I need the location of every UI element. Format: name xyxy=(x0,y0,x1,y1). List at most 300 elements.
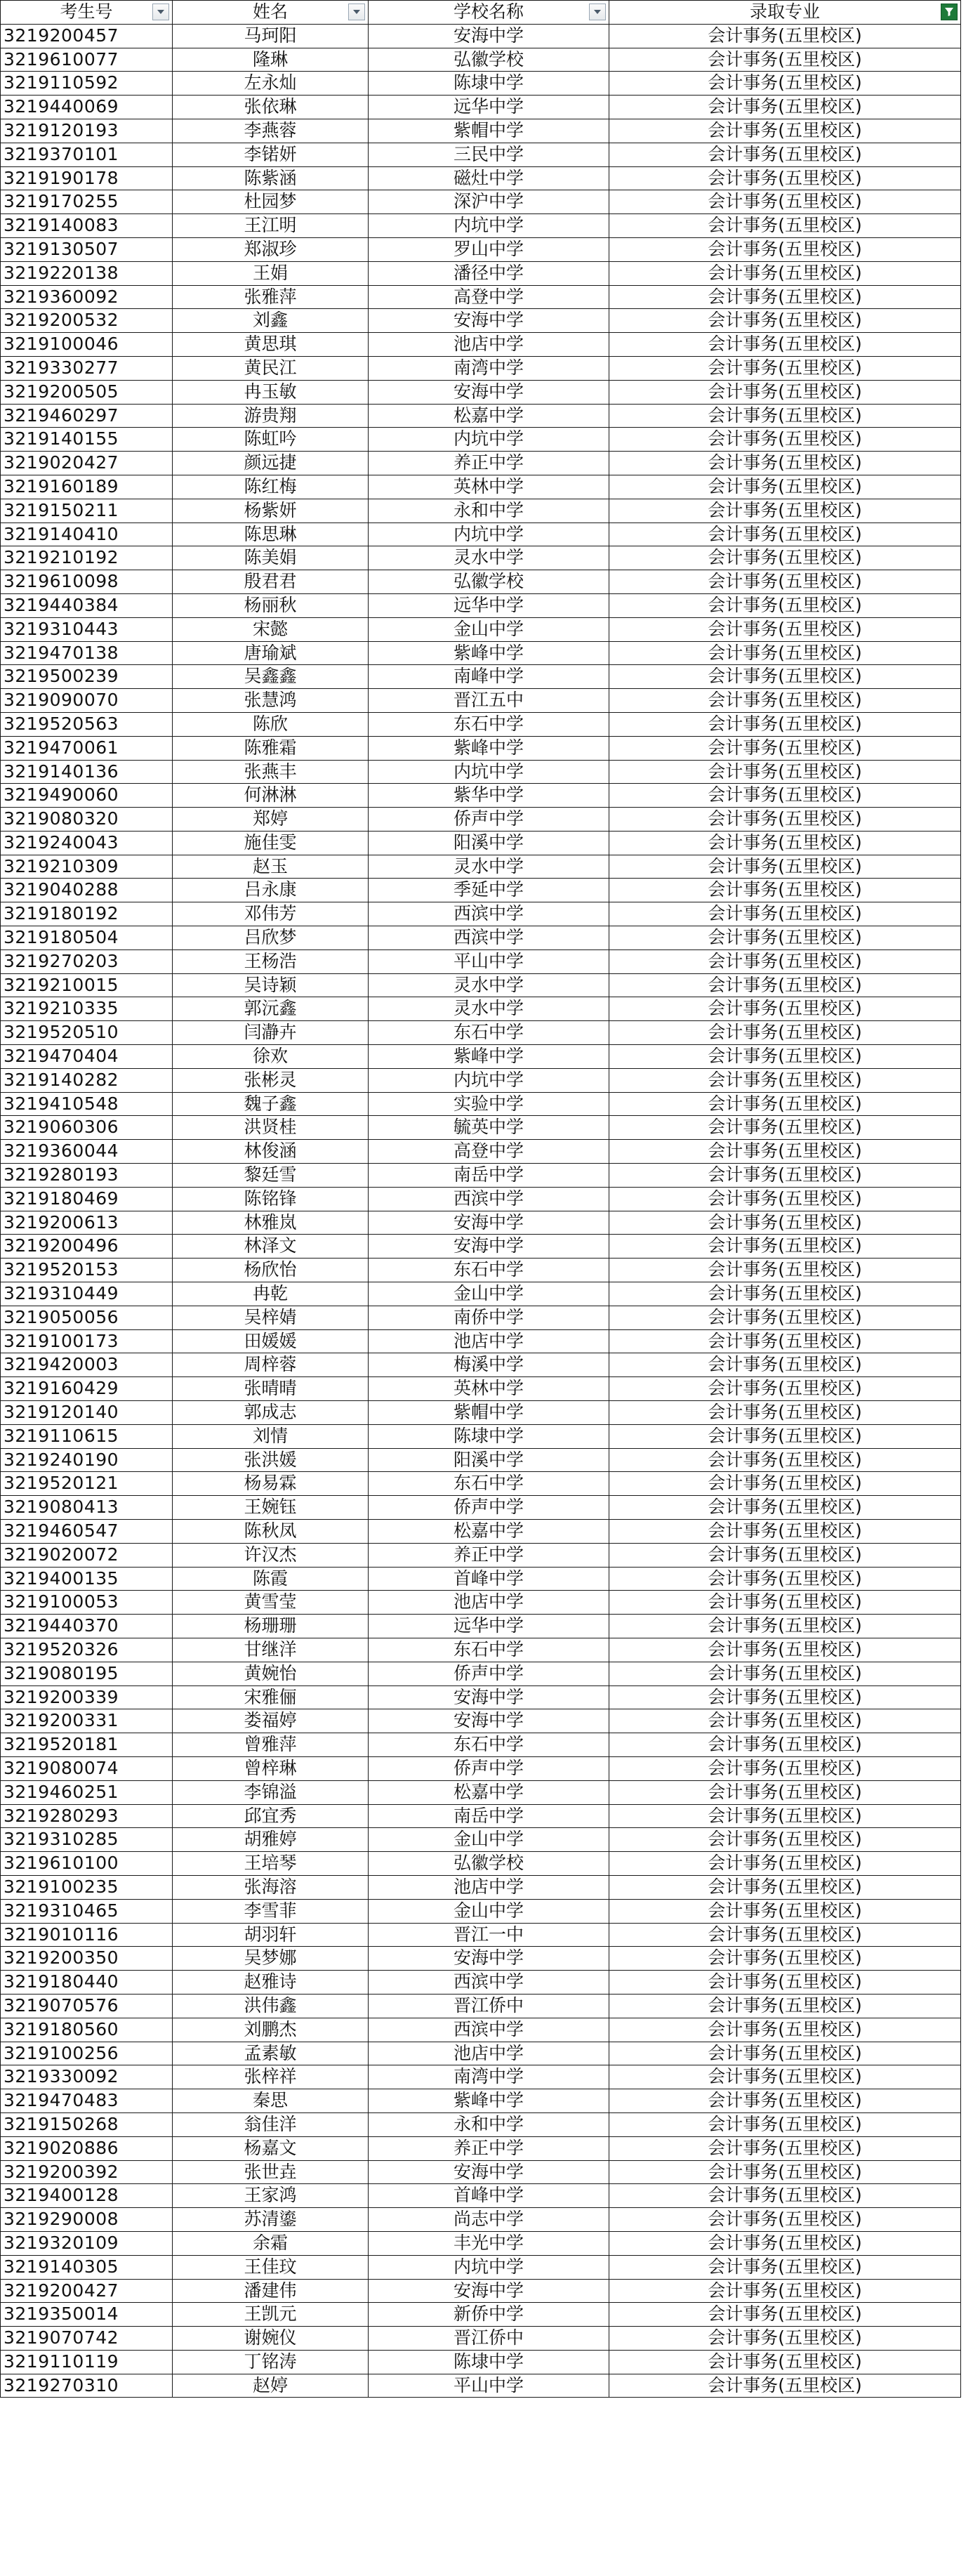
name-cell: 张世垚 xyxy=(173,2160,369,2184)
name-cell: 黄民江 xyxy=(173,356,369,380)
name-cell: 张彬灵 xyxy=(173,1068,369,1092)
name-cell: 黄思琪 xyxy=(173,333,369,357)
name-cell: 秦思 xyxy=(173,2089,369,2113)
table-body xyxy=(1,24,961,2398)
school-cell: 松嘉中学 xyxy=(369,404,609,428)
table-row xyxy=(1,190,961,214)
name-cell: 曾雅萍 xyxy=(173,1733,369,1757)
school-cell: 晋江一中 xyxy=(369,1923,609,1947)
student-id-cell: 3219520563 xyxy=(1,712,173,736)
school-cell: 梅溪中学 xyxy=(369,1353,609,1377)
header-student-id xyxy=(1,1,173,25)
student-id-cell: 3219370101 xyxy=(1,143,173,166)
table-row xyxy=(1,166,961,190)
name-cell: 张雅萍 xyxy=(173,285,369,309)
table-row xyxy=(1,1496,961,1520)
student-id-cell: 3219490060 xyxy=(1,784,173,808)
table-row xyxy=(1,712,961,736)
name-cell: 施佳雯 xyxy=(173,831,369,855)
school-cell: 远华中学 xyxy=(369,96,609,119)
school-cell: 西滨中学 xyxy=(369,1971,609,1995)
name-cell: 苏清鎏 xyxy=(173,2208,369,2232)
major-cell: 会计事务(五里校区) xyxy=(609,1211,961,1235)
major-cell: 会计事务(五里校区) xyxy=(609,309,961,333)
name-cell: 王婉钰 xyxy=(173,1496,369,1520)
major-cell: 会计事务(五里校区) xyxy=(609,760,961,784)
student-id-cell: 3219350014 xyxy=(1,2303,173,2327)
name-cell: 陈红梅 xyxy=(173,475,369,499)
major-cell: 会计事务(五里校区) xyxy=(609,1282,961,1306)
name-cell: 胡雅婷 xyxy=(173,1828,369,1852)
school-cell: 高登中学 xyxy=(369,1140,609,1164)
name-cell: 刘情 xyxy=(173,1424,369,1448)
student-id-cell: 3219500239 xyxy=(1,665,173,689)
table-row xyxy=(1,926,961,950)
major-cell: 会计事务(五里校区) xyxy=(609,523,961,546)
name-cell: 郑淑珍 xyxy=(173,237,369,261)
table-row xyxy=(1,2374,961,2398)
table-row xyxy=(1,2089,961,2113)
major-cell: 会计事务(五里校区) xyxy=(609,1520,961,1544)
school-cell: 松嘉中学 xyxy=(369,1780,609,1804)
major-cell: 会计事务(五里校区) xyxy=(609,2208,961,2232)
major-cell: 会计事务(五里校区) xyxy=(609,1923,961,1947)
school-cell: 松嘉中学 xyxy=(369,1520,609,1544)
table-row xyxy=(1,1591,961,1615)
student-id-cell: 3219200532 xyxy=(1,309,173,333)
major-cell: 会计事务(五里校区) xyxy=(609,2374,961,2398)
school-cell: 金山中学 xyxy=(369,617,609,641)
table-row xyxy=(1,1282,961,1306)
student-id-cell: 3219310443 xyxy=(1,617,173,641)
name-cell: 陈秋凤 xyxy=(173,1520,369,1544)
student-id-cell: 3219160429 xyxy=(1,1377,173,1401)
name-cell: 张晴晴 xyxy=(173,1377,369,1401)
major-cell: 会计事务(五里校区) xyxy=(609,96,961,119)
school-cell: 东石中学 xyxy=(369,1021,609,1045)
table-row xyxy=(1,973,961,997)
major-cell: 会计事务(五里校区) xyxy=(609,356,961,380)
name-cell: 刘鹏杰 xyxy=(173,2018,369,2042)
student-id-cell: 3219040288 xyxy=(1,879,173,902)
school-cell: 远华中学 xyxy=(369,593,609,617)
name-cell: 杨紫妍 xyxy=(173,499,369,523)
dropdown-arrow-icon[interactable] xyxy=(348,4,365,20)
school-cell: 阳溪中学 xyxy=(369,1448,609,1472)
name-cell: 杜园梦 xyxy=(173,190,369,214)
major-cell: 会计事务(五里校区) xyxy=(609,24,961,48)
table-row xyxy=(1,736,961,760)
major-cell: 会计事务(五里校区) xyxy=(609,808,961,832)
major-cell: 会计事务(五里校区) xyxy=(609,499,961,523)
school-cell: 潘径中学 xyxy=(369,261,609,285)
school-cell: 紫峰中学 xyxy=(369,641,609,665)
student-id-cell: 3219610077 xyxy=(1,48,173,72)
table-row xyxy=(1,2350,961,2374)
school-cell: 侨声中学 xyxy=(369,808,609,832)
school-cell: 东石中学 xyxy=(369,1733,609,1757)
major-cell: 会计事务(五里校区) xyxy=(609,1496,961,1520)
table-row xyxy=(1,261,961,285)
student-id-cell: 3219520181 xyxy=(1,1733,173,1757)
student-id-cell: 3219520510 xyxy=(1,1021,173,1045)
school-cell: 金山中学 xyxy=(369,1899,609,1923)
major-cell: 会计事务(五里校区) xyxy=(609,879,961,902)
header-label: 姓名 xyxy=(252,1,288,22)
student-id-cell: 3219090070 xyxy=(1,689,173,713)
school-cell: 侨声中学 xyxy=(369,1756,609,1780)
major-cell: 会计事务(五里校区) xyxy=(609,1543,961,1567)
school-cell: 西滨中学 xyxy=(369,926,609,950)
school-cell: 远华中学 xyxy=(369,1615,609,1638)
table-row xyxy=(1,1377,961,1401)
student-id-cell: 3219080074 xyxy=(1,1756,173,1780)
name-cell: 郭成志 xyxy=(173,1401,369,1425)
school-cell: 弘徽学校 xyxy=(369,48,609,72)
major-cell: 会计事务(五里校区) xyxy=(609,973,961,997)
name-cell: 王凯元 xyxy=(173,2303,369,2327)
school-cell: 新侨中学 xyxy=(369,2303,609,2327)
name-cell: 何淋淋 xyxy=(173,784,369,808)
student-id-cell: 3219140282 xyxy=(1,1068,173,1092)
major-cell: 会计事务(五里校区) xyxy=(609,997,961,1021)
name-cell: 谢婉仪 xyxy=(173,2327,369,2351)
table-header xyxy=(1,1,961,25)
name-cell: 陈紫涵 xyxy=(173,166,369,190)
header-name xyxy=(173,1,369,25)
major-cell: 会计事务(五里校区) xyxy=(609,1875,961,1899)
table-row xyxy=(1,665,961,689)
name-cell: 杨欣怡 xyxy=(173,1259,369,1282)
table-row xyxy=(1,2042,961,2065)
table-row xyxy=(1,2184,961,2208)
school-cell: 平山中学 xyxy=(369,2374,609,2398)
table-row xyxy=(1,2136,961,2160)
student-id-cell: 3219140410 xyxy=(1,523,173,546)
major-cell: 会计事务(五里校区) xyxy=(609,1045,961,1069)
school-cell: 安海中学 xyxy=(369,1947,609,1971)
student-id-cell: 3219470483 xyxy=(1,2089,173,2113)
student-id-cell: 3219210335 xyxy=(1,997,173,1021)
name-cell: 陈铭锋 xyxy=(173,1187,369,1211)
table-row xyxy=(1,1971,961,1995)
name-cell: 王家鸿 xyxy=(173,2184,369,2208)
name-cell: 陈欣 xyxy=(173,712,369,736)
student-id-cell: 3219320109 xyxy=(1,2231,173,2255)
major-cell: 会计事务(五里校区) xyxy=(609,404,961,428)
student-id-cell: 3219200457 xyxy=(1,24,173,48)
table-row xyxy=(1,784,961,808)
major-cell: 会计事务(五里校区) xyxy=(609,1472,961,1496)
name-cell: 王杨浩 xyxy=(173,949,369,973)
name-cell: 吴梦娜 xyxy=(173,1947,369,1971)
student-id-cell: 3219080320 xyxy=(1,808,173,832)
name-cell: 曾梓琳 xyxy=(173,1756,369,1780)
student-id-cell: 3219200350 xyxy=(1,1947,173,1971)
school-cell: 紫峰中学 xyxy=(369,1045,609,1069)
student-id-cell: 3219140305 xyxy=(1,2255,173,2279)
name-cell: 黄雪莹 xyxy=(173,1591,369,1615)
name-cell: 林俊涵 xyxy=(173,1140,369,1164)
major-cell: 会计事务(五里校区) xyxy=(609,1306,961,1329)
major-cell: 会计事务(五里校区) xyxy=(609,1187,961,1211)
major-cell: 会计事务(五里校区) xyxy=(609,1424,961,1448)
student-id-cell: 3219310465 xyxy=(1,1899,173,1923)
student-id-cell: 3219100053 xyxy=(1,1591,173,1615)
student-id-cell: 3219280293 xyxy=(1,1804,173,1828)
school-cell: 西滨中学 xyxy=(369,2018,609,2042)
school-cell: 安海中学 xyxy=(369,309,609,333)
name-cell: 翁佳洋 xyxy=(173,2112,369,2136)
school-cell: 池店中学 xyxy=(369,333,609,357)
student-id-cell: 3219100235 xyxy=(1,1875,173,1899)
school-cell: 高登中学 xyxy=(369,285,609,309)
major-cell: 会计事务(五里校区) xyxy=(609,1852,961,1876)
student-id-cell: 3219460251 xyxy=(1,1780,173,1804)
student-id-cell: 3219200427 xyxy=(1,2279,173,2303)
filter-funnel-icon[interactable] xyxy=(941,4,958,20)
name-cell: 闫瀞卉 xyxy=(173,1021,369,1045)
school-cell: 安海中学 xyxy=(369,2160,609,2184)
dropdown-arrow-icon[interactable] xyxy=(589,4,606,20)
school-cell: 安海中学 xyxy=(369,1235,609,1259)
table-row xyxy=(1,641,961,665)
student-id-cell: 3219200331 xyxy=(1,1709,173,1733)
table-row xyxy=(1,237,961,261)
table-row xyxy=(1,1211,961,1235)
table-row xyxy=(1,1259,961,1282)
major-cell: 会计事务(五里校区) xyxy=(609,1235,961,1259)
name-cell: 宋懿 xyxy=(173,617,369,641)
student-id-cell: 3219280193 xyxy=(1,1164,173,1188)
table-row xyxy=(1,546,961,570)
school-cell: 晋江侨中 xyxy=(369,1994,609,2018)
student-id-cell: 3219200496 xyxy=(1,1235,173,1259)
student-id-cell: 3219020886 xyxy=(1,2136,173,2160)
student-id-cell: 3219140136 xyxy=(1,760,173,784)
major-cell: 会计事务(五里校区) xyxy=(609,2255,961,2279)
table-row xyxy=(1,1733,961,1757)
student-id-cell: 3219150211 xyxy=(1,499,173,523)
name-cell: 赵雅诗 xyxy=(173,1971,369,1995)
table-row xyxy=(1,1329,961,1353)
school-cell: 南岳中学 xyxy=(369,1804,609,1828)
school-cell: 安海中学 xyxy=(369,2279,609,2303)
student-id-cell: 3219070742 xyxy=(1,2327,173,2351)
name-cell: 杨易霖 xyxy=(173,1472,369,1496)
school-cell: 英林中学 xyxy=(369,475,609,499)
table-row xyxy=(1,1543,961,1567)
major-cell: 会计事务(五里校区) xyxy=(609,2089,961,2113)
school-cell: 首峰中学 xyxy=(369,1567,609,1591)
student-id-cell: 3219310449 xyxy=(1,1282,173,1306)
table-row xyxy=(1,1804,961,1828)
major-cell: 会计事务(五里校区) xyxy=(609,261,961,285)
school-cell: 南湾中学 xyxy=(369,2065,609,2089)
major-cell: 会计事务(五里校区) xyxy=(609,570,961,594)
name-cell: 丁铭涛 xyxy=(173,2350,369,2374)
major-cell: 会计事务(五里校区) xyxy=(609,1947,961,1971)
school-cell: 阳溪中学 xyxy=(369,831,609,855)
school-cell: 季延中学 xyxy=(369,879,609,902)
major-cell: 会计事务(五里校区) xyxy=(609,2184,961,2208)
school-cell: 紫峰中学 xyxy=(369,736,609,760)
school-cell: 金山中学 xyxy=(369,1282,609,1306)
student-id-cell: 3219240043 xyxy=(1,831,173,855)
school-cell: 池店中学 xyxy=(369,2042,609,2065)
student-id-cell: 3219080413 xyxy=(1,1496,173,1520)
table-row xyxy=(1,48,961,72)
student-id-cell: 3219440069 xyxy=(1,96,173,119)
name-cell: 许汉杰 xyxy=(173,1543,369,1567)
dropdown-arrow-icon[interactable] xyxy=(152,4,169,20)
school-cell: 内坑中学 xyxy=(369,1068,609,1092)
major-cell: 会计事务(五里校区) xyxy=(609,736,961,760)
name-cell: 吕永康 xyxy=(173,879,369,902)
table-row xyxy=(1,2255,961,2279)
major-cell: 会计事务(五里校区) xyxy=(609,143,961,166)
table-row xyxy=(1,1235,961,1259)
name-cell: 陈雅霜 xyxy=(173,736,369,760)
school-cell: 东石中学 xyxy=(369,1638,609,1662)
table-row xyxy=(1,1187,961,1211)
school-cell: 内坑中学 xyxy=(369,428,609,452)
school-cell: 东石中学 xyxy=(369,712,609,736)
table-row xyxy=(1,404,961,428)
major-cell: 会计事务(五里校区) xyxy=(609,333,961,357)
table-row xyxy=(1,1164,961,1188)
student-id-cell: 3219010116 xyxy=(1,1923,173,1947)
name-cell: 张燕丰 xyxy=(173,760,369,784)
table-row xyxy=(1,428,961,452)
student-id-cell: 3219460297 xyxy=(1,404,173,428)
name-cell: 魏子鑫 xyxy=(173,1092,369,1116)
major-cell: 会计事务(五里校区) xyxy=(609,1448,961,1472)
major-cell: 会计事务(五里校区) xyxy=(609,665,961,689)
name-cell: 洪伟鑫 xyxy=(173,1994,369,2018)
name-cell: 杨嘉文 xyxy=(173,2136,369,2160)
student-id-cell: 3219270203 xyxy=(1,949,173,973)
table-row xyxy=(1,143,961,166)
school-cell: 陈埭中学 xyxy=(369,72,609,96)
major-cell: 会计事务(五里校区) xyxy=(609,593,961,617)
major-cell: 会计事务(五里校区) xyxy=(609,2279,961,2303)
name-cell: 陈霞 xyxy=(173,1567,369,1591)
major-cell: 会计事务(五里校区) xyxy=(609,1804,961,1828)
table-row xyxy=(1,119,961,143)
student-id-cell: 3219180440 xyxy=(1,1971,173,1995)
school-cell: 晋江五中 xyxy=(369,689,609,713)
student-id-cell: 3219240190 xyxy=(1,1448,173,1472)
name-cell: 王培琴 xyxy=(173,1852,369,1876)
student-id-cell: 3219470138 xyxy=(1,641,173,665)
name-cell: 吴鑫鑫 xyxy=(173,665,369,689)
student-id-cell: 3219100256 xyxy=(1,2042,173,2065)
header-label: 录取专业 xyxy=(749,1,820,22)
major-cell: 会计事务(五里校区) xyxy=(609,166,961,190)
major-cell: 会计事务(五里校区) xyxy=(609,1756,961,1780)
student-id-cell: 3219020072 xyxy=(1,1543,173,1567)
name-cell: 甘继洋 xyxy=(173,1638,369,1662)
name-cell: 周梓蓉 xyxy=(173,1353,369,1377)
name-cell: 左永灿 xyxy=(173,72,369,96)
table-row xyxy=(1,808,961,832)
student-id-cell: 3219180192 xyxy=(1,902,173,926)
major-cell: 会计事务(五里校区) xyxy=(609,1591,961,1615)
table-row xyxy=(1,2231,961,2255)
major-cell: 会计事务(五里校区) xyxy=(609,689,961,713)
student-id-cell: 3219180469 xyxy=(1,1187,173,1211)
table-row xyxy=(1,949,961,973)
student-id-cell: 3219200505 xyxy=(1,380,173,404)
table-row xyxy=(1,1947,961,1971)
major-cell: 会计事务(五里校区) xyxy=(609,475,961,499)
school-cell: 首峰中学 xyxy=(369,2184,609,2208)
table-row xyxy=(1,2303,961,2327)
student-id-cell: 3219110615 xyxy=(1,1424,173,1448)
table-row xyxy=(1,1899,961,1923)
student-id-cell: 3219190178 xyxy=(1,166,173,190)
table-row xyxy=(1,1638,961,1662)
student-id-cell: 3219100173 xyxy=(1,1329,173,1353)
name-cell: 邱宜秀 xyxy=(173,1804,369,1828)
header-major xyxy=(609,1,961,25)
table-row xyxy=(1,1567,961,1591)
table-row xyxy=(1,997,961,1021)
name-cell: 杨丽秋 xyxy=(173,593,369,617)
name-cell: 邓伟芳 xyxy=(173,902,369,926)
student-id-cell: 3219460547 xyxy=(1,1520,173,1544)
school-cell: 池店中学 xyxy=(369,1591,609,1615)
student-id-cell: 3219610100 xyxy=(1,1852,173,1876)
school-cell: 紫帽中学 xyxy=(369,119,609,143)
table-row xyxy=(1,1709,961,1733)
student-id-cell: 3219440370 xyxy=(1,1615,173,1638)
major-cell: 会计事务(五里校区) xyxy=(609,1329,961,1353)
table-row xyxy=(1,356,961,380)
student-id-cell: 3219440384 xyxy=(1,593,173,617)
school-cell: 南侨中学 xyxy=(369,1306,609,1329)
table-row xyxy=(1,499,961,523)
major-cell: 会计事务(五里校区) xyxy=(609,285,961,309)
school-cell: 安海中学 xyxy=(369,380,609,404)
major-cell: 会计事务(五里校区) xyxy=(609,2112,961,2136)
school-cell: 西滨中学 xyxy=(369,1187,609,1211)
school-cell: 东石中学 xyxy=(369,1472,609,1496)
major-cell: 会计事务(五里校区) xyxy=(609,1899,961,1923)
school-cell: 英林中学 xyxy=(369,1377,609,1401)
major-cell: 会计事务(五里校区) xyxy=(609,2160,961,2184)
name-cell: 唐瑜斌 xyxy=(173,641,369,665)
student-id-cell: 3219210192 xyxy=(1,546,173,570)
student-id-cell: 3219120193 xyxy=(1,119,173,143)
major-cell: 会计事务(五里校区) xyxy=(609,784,961,808)
school-cell: 弘徽学校 xyxy=(369,1852,609,1876)
name-cell: 隆琳 xyxy=(173,48,369,72)
major-cell: 会计事务(五里校区) xyxy=(609,72,961,96)
table-row xyxy=(1,72,961,96)
name-cell: 王佳玟 xyxy=(173,2255,369,2279)
name-cell: 田媛媛 xyxy=(173,1329,369,1353)
school-cell: 灵水中学 xyxy=(369,546,609,570)
name-cell: 李锦溢 xyxy=(173,1780,369,1804)
major-cell: 会计事务(五里校区) xyxy=(609,214,961,238)
student-id-cell: 3219470061 xyxy=(1,736,173,760)
table-row xyxy=(1,1615,961,1638)
school-cell: 陈埭中学 xyxy=(369,2350,609,2374)
major-cell: 会计事务(五里校区) xyxy=(609,380,961,404)
student-id-cell: 3219110119 xyxy=(1,2350,173,2374)
